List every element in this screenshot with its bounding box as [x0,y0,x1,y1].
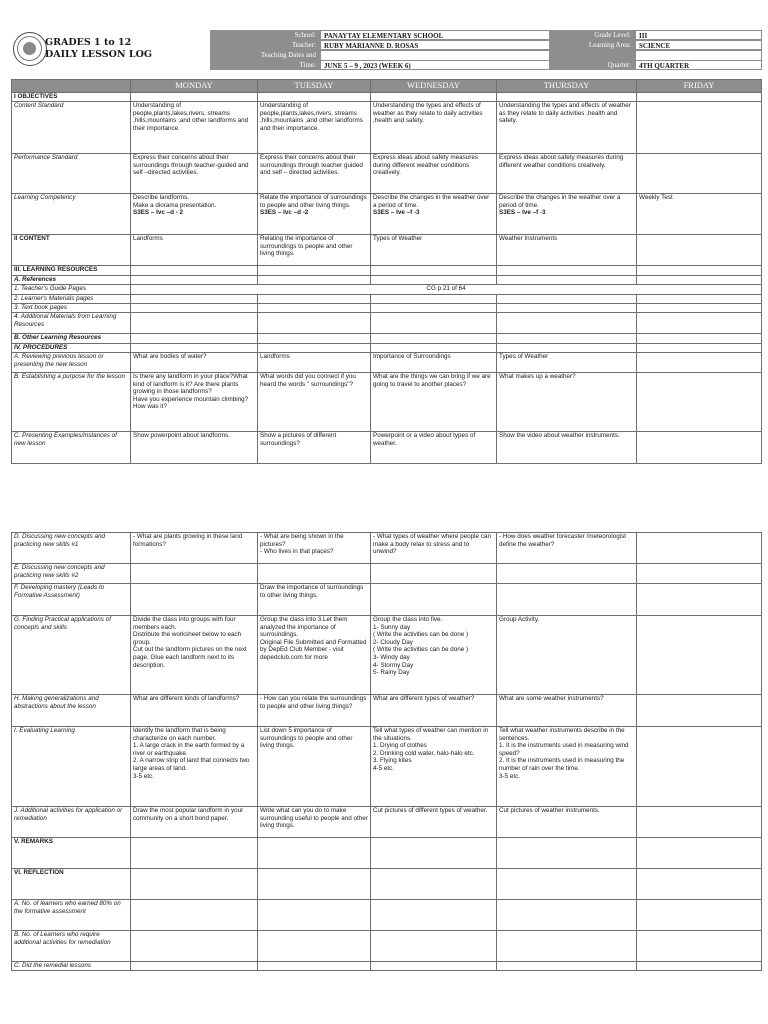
cell-thursday: Weather Instruments [497,235,637,266]
cell-tuesday: What words did you connect if you heard the words " surroundings"? [258,373,371,432]
table-row [12,533,762,564]
cell-monday [131,584,258,616]
day-header-thursday: THURSDAY [497,80,637,93]
cell-wednesday: Cut pictures of different types of weather. [371,807,497,838]
cell-thursday [497,194,637,235]
cell-monday: Divide the class into groups with four members each. Distribute the worksheet below to each group. Cut out the landform pictures on the next page. Glue each landform next to its description. [131,616,258,695]
row-label: C. Did the remedial lessons [12,962,131,971]
row-label: 4. Additional Materials from Learning Resources [12,313,131,334]
competency-code: S3ES – Ive –f -3 [373,209,420,217]
table-row [12,266,762,276]
row-label: G. Finding Practical applications of concepts and skills [12,616,131,695]
cell-tuesday: Landforms [258,353,371,373]
cell-friday [637,102,762,154]
table-row [12,432,762,464]
row-label: C. Presenting Examples/instances of new lesson [12,432,131,464]
cell-friday [637,432,762,464]
table-row [12,353,762,373]
cell-wednesday [371,564,497,584]
competency-text: Describe the changes in the weather over a period of time. [499,194,621,209]
table-row [12,285,762,295]
deped-seal-icon [13,32,47,66]
row-label: D. Discussing new concepts and practicing new skills #1 [12,533,131,564]
day-header-tuesday: TUESDAY [258,80,371,93]
cell-monday: Identify the landform that is being characterize on each number. 1. A large crack in the earth formed by a river or earthquake. 2. A narrow strip of land that connects two large areas of land. 3-5 etc. [131,727,258,807]
table-row [12,304,762,313]
row-label: I OBJECTIVES [12,93,131,102]
cell-tuesday: - How can you relate the surroundings to people and other living things? [258,695,371,727]
cell-thursday: Express ideas about safety measures during different weather conditions creatively. [497,154,637,194]
cell-wednesday [371,584,497,616]
cell-monday: Draw the most popular landform in your community on a short bond paper. [131,807,258,838]
area-label: Learning Area: [550,40,635,50]
row-label: Learning Competency [12,194,131,235]
cell-thursday: Group Activity. [497,616,637,695]
cell-friday [637,564,762,584]
cell-friday [637,695,762,727]
row-label: B. No. of Learners who require additional activities for remediation [12,931,131,962]
cell-monday: What are different kinds of landforms? [131,695,258,727]
grade-label: Grade Level: [550,30,635,40]
grade-value: III [635,30,762,40]
row-label: H. Making generalizations and abstractions about the lesson [12,695,131,727]
row-label: 1. Teacher's Guide Pages [12,285,131,295]
cell-tuesday: List down 5 importance of surroundings to people and other living things. [258,727,371,807]
row-label: J. Additional activities for application or remediation [12,807,131,838]
cell-friday: Weekly Test [637,194,762,235]
competency-text: Describe landforms. Make a diorama presentation. [133,194,217,209]
table-row [12,313,762,334]
table-row [12,235,762,266]
competency-code: S3ES – Ivc –d -2 [260,209,309,217]
competency-code: S3ES – Ive –f -3 [499,209,546,217]
table-row [12,564,762,584]
cell-tuesday [258,194,371,235]
table-row [12,295,762,304]
row-label: B. Other Learning Resources [12,334,131,344]
cell-monday: Express their concerns about their surroundings through teacher-guided and self –directed activities. [131,154,258,194]
title-line-2: DAILY LESSON LOG [45,49,152,60]
table-row [12,276,762,285]
cell-thursday: Cut pictures of weather instruments. [497,807,637,838]
cell-tuesday: Relating the importance of surroundings to people and other living things. [258,235,371,266]
cell-monday [131,194,258,235]
row-label: Performance Standard [12,154,131,194]
table-row [12,584,762,616]
lesson-log-table-top [11,79,762,464]
table-row [12,931,762,962]
row-label: A. No. of learners who earned 80% on the formative assessment [12,900,131,931]
cell-tuesday: - What are being shown in the pictures? - Who lives in that places? [258,533,371,564]
cell-tuesday: Express their concerns about their surroundings through teacher guided and self – directed activities. [258,154,371,194]
school-value: PANAYTAY ELEMENTARY SCHOOL [320,30,550,40]
cell-wednesday: Importance of Surroundings [371,353,497,373]
quarter-value: 4TH QUARTER [635,60,762,70]
cell-friday [637,353,762,373]
cell-friday [637,616,762,695]
dates-label-1: Teaching Dates and [210,50,320,60]
lesson-log-table-bottom [11,532,762,971]
cell-thursday: What are some weather instruments? [497,695,637,727]
competency-text: Describe the changes in the weather over a period of time. [373,194,490,209]
cell-thursday: What makes up a weather? [497,373,637,432]
teacher-value: RUBY MARIANNE D. ROSAS [320,40,550,50]
row-label: 2. Learner's Materials pages [12,295,131,304]
area-value: SCIENCE [635,40,762,50]
table-row [12,807,762,838]
header-info-grid [210,30,762,70]
cell-thursday: - How does weather forecaster /meteorologist define the weather? [497,533,637,564]
row-label: E. Discussing new concepts and practicing new skills #2 [12,564,131,584]
cell-friday [637,154,762,194]
teacher-label: Teacher: [210,40,320,50]
cell-wednesday: Group the class into five. 1- Sunny day ( Write the activities can be done ) 2- Cloudy Day ( Write the activities can be done ) 3- Windy day 4- Stormy Day 5- Rainy Day [371,616,497,695]
cg-pages-cell: CG p 21 of 64 [131,285,762,295]
table-row [12,344,762,353]
table-row [12,334,762,344]
table-row [12,695,762,727]
row-label: F. Developing mastery (Leads to Formative Assessment) [12,584,131,616]
row-label: V. REMARKS [12,838,131,869]
table-row [12,194,762,235]
cell-wednesday: Tell what types of weather can mention in the situations. 1. Drying of clothes 2. Drinking cold water, halo-halo etc. 3. Flying kites 4-5 etc. [371,727,497,807]
cell-tuesday: Write what can you do to make surrounding useful to people and other living things. [258,807,371,838]
cell-tuesday [258,564,371,584]
row-label: Content Standard [12,102,131,154]
cell-wednesday: What are different types of weather? [371,695,497,727]
cell-wednesday: What are the things we can bring if we are going to travel to another places? [371,373,497,432]
cell-wednesday: Express ideas about safety measures during different weather conditions creatively. [371,154,497,194]
cell-monday [131,564,258,584]
cell-thursday [497,564,637,584]
row-label: 3. Text book pages [12,304,131,313]
cell-friday [637,807,762,838]
cell-tuesday: Draw the importance of surroundings to other living things. [258,584,371,616]
day-header-friday: FRIDAY [637,80,762,93]
row-label: I. Evaluating Learning [12,727,131,807]
cell-wednesday: Powerpoint or a video about types of weather. [371,432,497,464]
cell-friday [637,584,762,616]
day-header-monday: MONDAY [131,80,258,93]
cell-tuesday: Group the class into 3.Let them analyzed the importance of surroundings. Original File Submitted and Formatted by DepEd Club Member - visit depedclub.com for more [258,616,371,695]
cell-monday: Understanding of people,plants,lakes,rivers, streams ,hills,mountains ,and other landforms and their importance. [131,102,258,154]
table-row [12,93,762,102]
cell-thursday [497,584,637,616]
table-row [12,869,762,900]
table-row [12,962,762,971]
cell-wednesday: - What types of weather where people can make a body relax to stress and to unwind? [371,533,497,564]
cell-monday: Landforms [131,235,258,266]
row-label: II CONTENT [12,235,131,266]
cell-monday: What are bodies of water? [131,353,258,373]
row-label: A. References [12,276,131,285]
cell-tuesday: Show a pictures of different surroundings? [258,432,371,464]
title-line-1: GRADES 1 to 12 [45,37,132,48]
cell-monday: - What are plants growing in these land formations? [131,533,258,564]
cell-tuesday: Understanding of people,plants,lakes,rivers, streams ,hills,mountains ,and other landforms and their importance. [258,102,371,154]
row-label: VI. REFLECTION [12,869,131,900]
cell-wednesday: Types of Weather [371,235,497,266]
day-header-wednesday: WEDNESDAY [371,80,497,93]
cell-friday [637,235,762,266]
cell-friday [637,727,762,807]
table-row [12,373,762,432]
table-row [12,616,762,695]
cell-monday: Is there any landform in your place?What kind of landform is it? Are there plants growing in those landforms? Have you experience mountain climbing?How was it? [131,373,258,432]
cell-thursday: Tell what weather instruments describe in the sentences. 1. It is the instruments used in measuring wind speed? 2. It is the instruments used in measuring the number of rain over the time. 3-5 etc. [497,727,637,807]
cell-thursday: Types of Weather [497,353,637,373]
table-row [12,900,762,931]
cell-thursday: Show the video about weather instruments. [497,432,637,464]
dates-value: JUNE 5 – 9 , 2023 (WEEK 6) [320,60,550,70]
quarter-label: Quarter: [550,60,635,70]
table-row [12,102,762,154]
cell-monday: Show powerpoint about landforms. [131,432,258,464]
table-row [12,154,762,194]
row-label: B. Establishing a purpose for the lesson [12,373,131,432]
cell-wednesday: Understanding the types and effects of weather as they relate to daily activities ,health and safety. [371,102,497,154]
school-label: School: [210,30,320,40]
cell-wednesday [371,194,497,235]
row-label: IV. PROCEDURES [12,344,131,353]
document-title [45,37,152,61]
row-label: III. LEARNING RESOURCES [12,266,131,276]
competency-code: S3ES – Ivc –d - 2 [133,209,184,217]
cell-thursday: Understanding the types and effects of weather as they relate to daily activities ,health and safety. [497,102,637,154]
row-label: A. Reviewing previous lesson or presenting the new lesson [12,353,131,373]
dll-header [10,30,762,70]
cell-friday [637,533,762,564]
competency-text: Relate the importance of surroundings to people and other living things. [260,194,367,209]
table-row [12,838,762,869]
cell-friday [637,373,762,432]
dates-label-2: Time: [210,60,320,70]
table-row [12,727,762,807]
day-header-row [12,80,762,93]
